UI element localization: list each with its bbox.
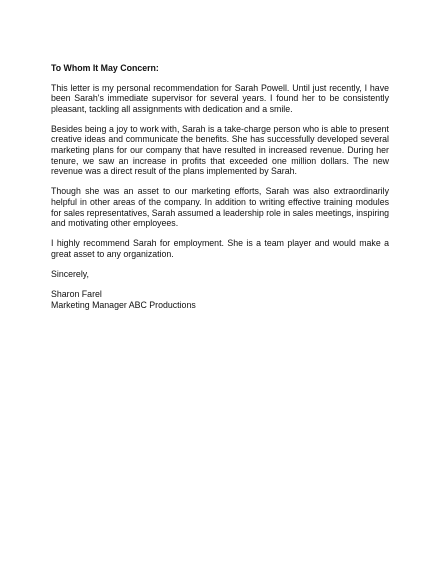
signer-name: Sharon Farel bbox=[51, 289, 102, 299]
closing: Sincerely, bbox=[51, 268, 89, 279]
paragraph-4: I highly recommend Sarah for employment. She is a team player and would make a great asset to any organization. bbox=[51, 238, 389, 259]
signature-block bbox=[51, 289, 389, 310]
salutation: To Whom It May Concern: bbox=[51, 63, 159, 73]
paragraph-2: Besides being a joy to work with, Sarah is a take-charge person who is able to present creative ideas and communicate the benefits. She has successfully developed several marketing plans for our company that have resulted in increased revenue. During her tenure, we saw an increase in profits that exceeded one million dollars. The new revenue was a direct result of the plans implemented by Sarah. bbox=[51, 123, 389, 177]
paragraph-3: Though she was an asset to our marketing efforts, Sarah was also extraordinarily helpful in other areas of the company. In addition to writing effective training modules for sales representatives, Sarah assumed a leadership role in sales meetings, inspiring and motivating other employees. bbox=[51, 186, 389, 229]
signer-title: Marketing Manager ABC Productions bbox=[51, 299, 196, 310]
letter-body bbox=[51, 63, 389, 310]
paragraph-1: This letter is my personal recommendation for Sarah Powell. Until just recently, I have been Sarah's immediate supervisor for several years. I found her to be consistently pleasant, tackling all assignments with dedication and a smile. bbox=[51, 82, 389, 114]
